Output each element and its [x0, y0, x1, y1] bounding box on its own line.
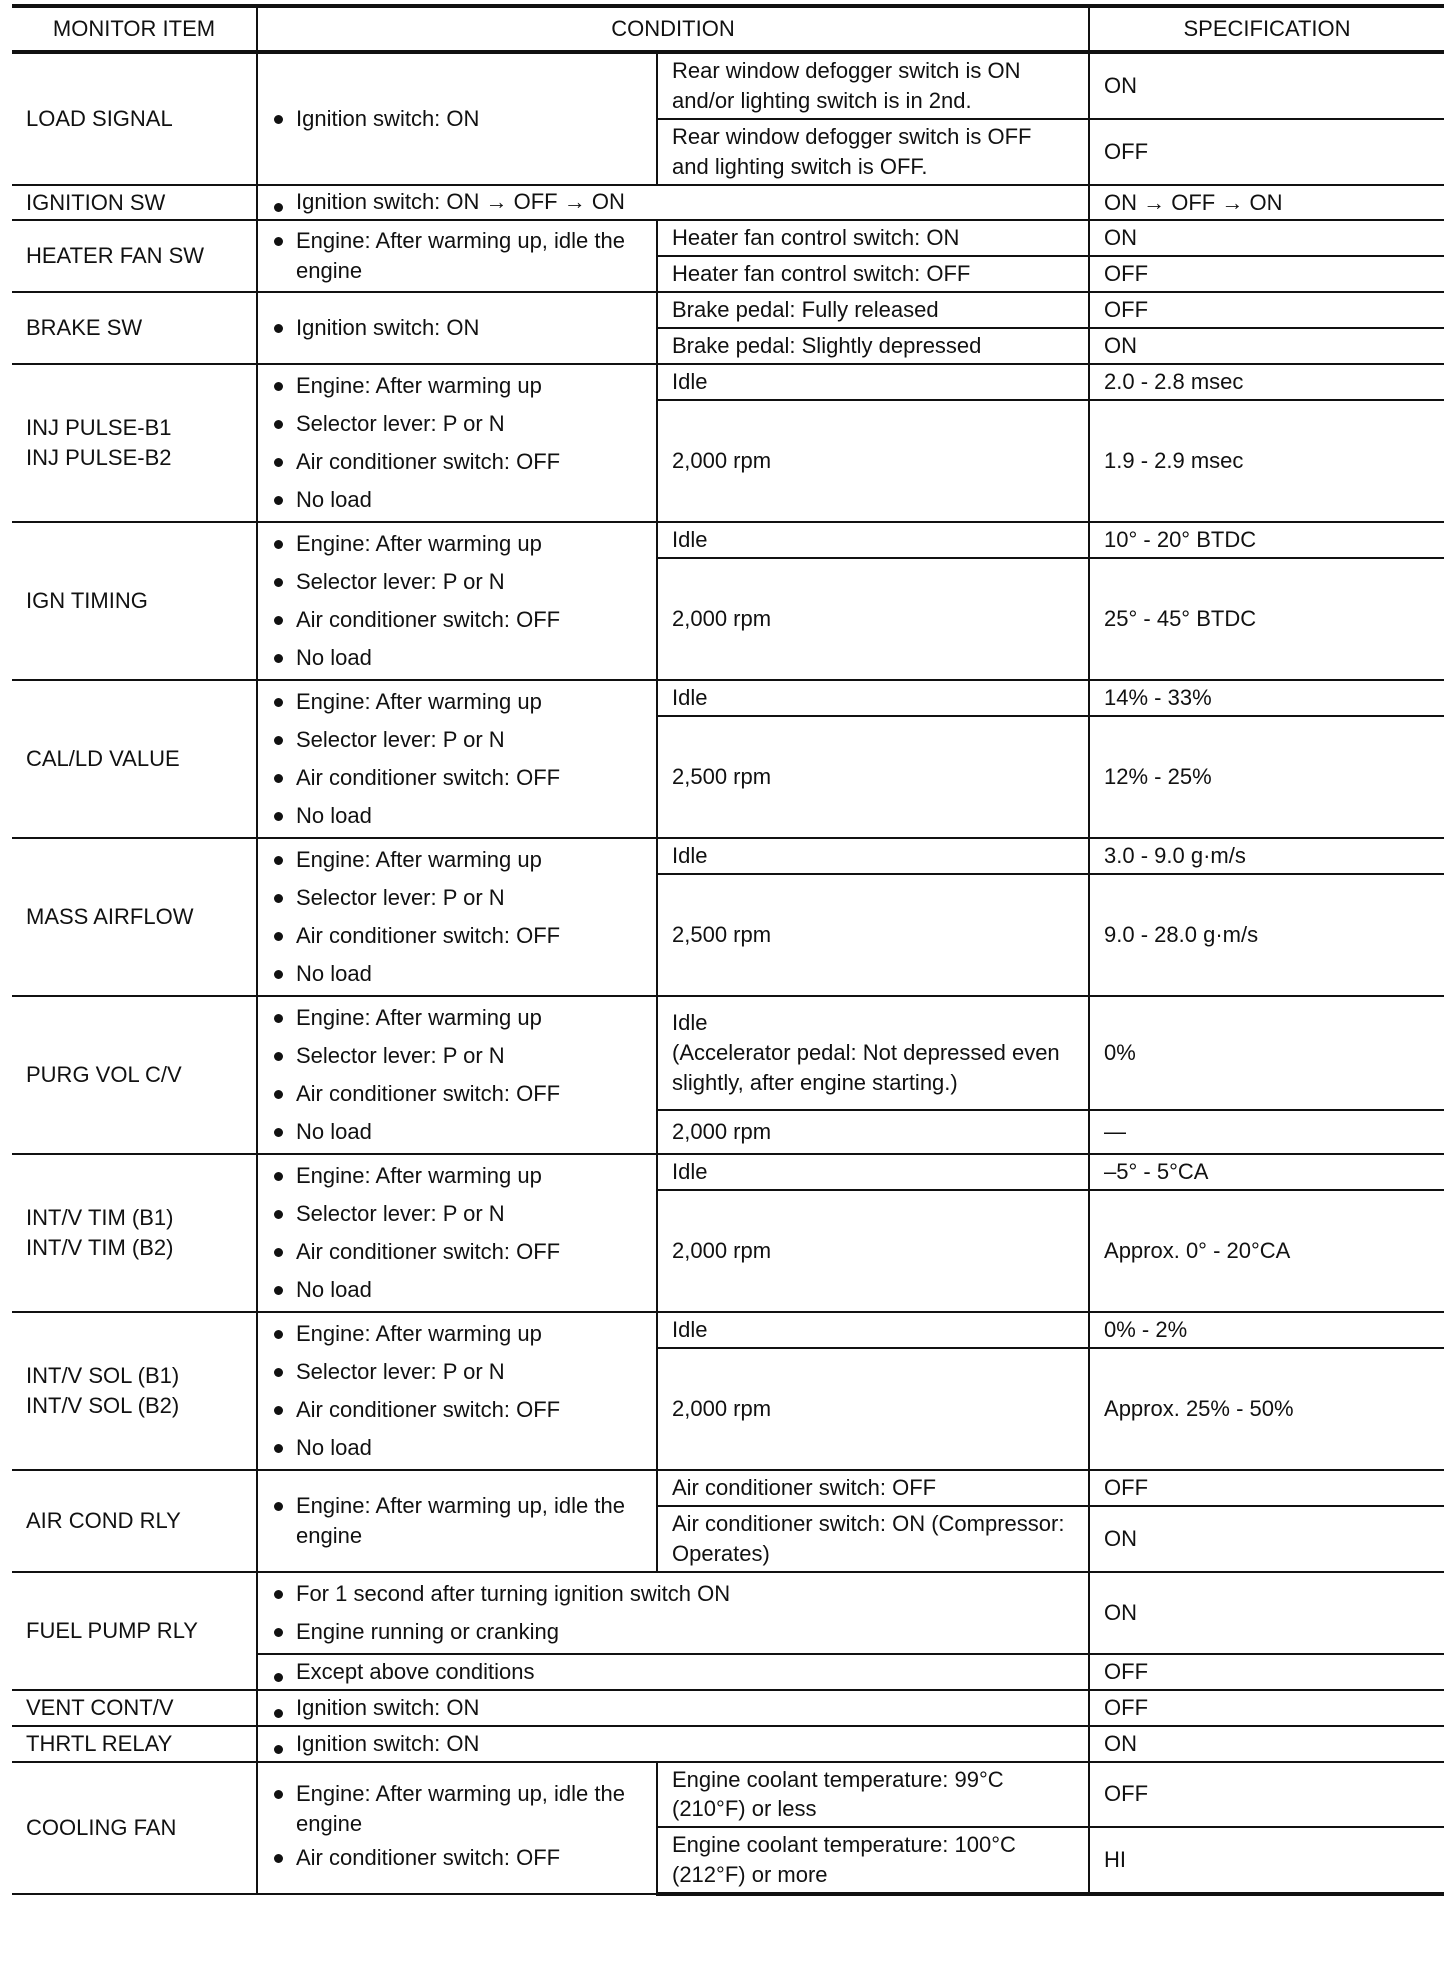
specification-cell: OFF	[1089, 119, 1444, 185]
specification-cell: ON	[1089, 1726, 1444, 1762]
sub-condition-cell: 2,000 rpm	[657, 1348, 1089, 1470]
condition-bullet: Air conditioner switch: OFF	[272, 601, 642, 639]
monitor-item-mass-airflow: MASS AIRFLOW	[12, 838, 257, 996]
condition-cell	[257, 1654, 1089, 1690]
condition-bullet: No load	[272, 639, 642, 677]
condition-cell	[257, 838, 657, 996]
table-row	[12, 364, 1444, 400]
specification-cell: 2.0 - 2.8 msec	[1089, 364, 1444, 400]
condition-bullet: Ignition switch: ON	[272, 309, 642, 347]
table-row	[12, 185, 1444, 221]
sub-condition-cell: Rear window defogger switch is OFF and lighting switch is OFF.	[657, 119, 1089, 185]
monitor-item-intv-sol	[12, 1312, 257, 1470]
table-row	[12, 1312, 1444, 1348]
sub-condition-cell: Engine coolant temperature: 100°C (212°F) or more	[657, 1827, 1089, 1894]
condition-bullet: Ignition switch: ON	[272, 1730, 1074, 1758]
specification-cell: 9.0 - 28.0 g·m/s	[1089, 874, 1444, 996]
specification-cell: ON → OFF → ON	[1089, 185, 1444, 221]
condition-bullet: For 1 second after turning ignition switch ON	[272, 1575, 1074, 1613]
monitor-item-inj-pulse-b1: INJ PULSE-B1	[26, 415, 172, 441]
table-row	[12, 1572, 1444, 1654]
condition-bullet: Air conditioner switch: OFF	[272, 917, 642, 955]
table-row	[12, 292, 1444, 328]
monitor-item-intv-tim	[12, 1154, 257, 1312]
sub-condition-cell: Idle (Accelerator pedal: Not depressed even slightly, after engine starting.)	[657, 996, 1089, 1110]
monitor-item-brake-sw: BRAKE SW	[12, 292, 257, 364]
condition-cell	[257, 1470, 657, 1572]
condition-cell	[257, 292, 657, 364]
condition-bullet: Engine: After warming up	[272, 367, 642, 405]
monitor-item-purg-vol: PURG VOL C/V	[12, 996, 257, 1154]
specification-cell: OFF	[1089, 1470, 1444, 1506]
condition-bullet: No load	[272, 481, 642, 519]
table-row	[12, 1690, 1444, 1726]
monitor-spec-table	[12, 4, 1444, 1896]
specification-cell: 0%	[1089, 996, 1444, 1110]
condition-cell	[257, 522, 657, 680]
condition-cell	[257, 1726, 1089, 1762]
condition-bullet: Selector lever: P or N	[272, 721, 642, 759]
sub-condition-cell: 2,000 rpm	[657, 558, 1089, 680]
specification-cell: Approx. 0° - 20°CA	[1089, 1190, 1444, 1312]
sub-condition-cell: Air conditioner switch: ON (Compressor: Operates)	[657, 1506, 1089, 1572]
specification-cell: –5° - 5°CA	[1089, 1154, 1444, 1190]
condition-bullet: Engine: After warming up, idle the engine	[272, 1491, 642, 1551]
sub-condition-cell: Idle	[657, 1154, 1089, 1190]
specification-cell: 25° - 45° BTDC	[1089, 558, 1444, 680]
monitor-item-cooling-fan: COOLING FAN	[12, 1762, 257, 1895]
condition-cell	[257, 1154, 657, 1312]
table-row	[12, 838, 1444, 874]
specification-cell: ON	[1089, 1506, 1444, 1572]
condition-bullet: Selector lever: P or N	[272, 405, 642, 443]
monitor-item-intv-sol-b2: INT/V SOL (B2)	[26, 1393, 180, 1419]
condition-bullet: Except above conditions	[272, 1658, 1074, 1686]
condition-bullet: Engine: After warming up, idle the engine	[272, 1779, 642, 1839]
monitor-item-fuel-pump-rly: FUEL PUMP RLY	[12, 1572, 257, 1690]
condition-bullet: Air conditioner switch: OFF	[272, 1839, 642, 1877]
condition-bullet: Air conditioner switch: OFF	[272, 1075, 642, 1113]
specification-cell: 14% - 33%	[1089, 680, 1444, 716]
sub-condition-cell: 2,500 rpm	[657, 874, 1089, 996]
condition-bullet: Selector lever: P or N	[272, 1037, 642, 1075]
table-row	[12, 1154, 1444, 1190]
sub-condition-cell: 2,000 rpm	[657, 1110, 1089, 1154]
specification-cell: OFF	[1089, 1654, 1444, 1690]
table-row	[12, 1470, 1444, 1506]
sub-condition-cell: Brake pedal: Fully released	[657, 292, 1089, 328]
specification-cell: HI	[1089, 1827, 1444, 1894]
condition-bullet: Engine: After warming up	[272, 683, 642, 721]
condition-bullet: Air conditioner switch: OFF	[272, 759, 642, 797]
sub-condition-cell: Idle	[657, 1312, 1089, 1348]
condition-cell	[257, 220, 657, 292]
table-row	[12, 996, 1444, 1110]
condition-cell	[257, 1572, 1089, 1654]
condition-bullet: Selector lever: P or N	[272, 563, 642, 601]
monitor-item-air-cond-rly: AIR COND RLY	[12, 1470, 257, 1572]
table-row	[12, 680, 1444, 716]
monitor-item-heater-fan-sw: HEATER FAN SW	[12, 220, 257, 292]
sub-condition-cell: Heater fan control switch: ON	[657, 220, 1089, 256]
condition-bullet: No load	[272, 1113, 642, 1151]
specification-cell: ON	[1089, 220, 1444, 256]
condition-cell	[257, 185, 1089, 221]
condition-cell	[257, 680, 657, 838]
specification-cell: OFF	[1089, 1762, 1444, 1828]
specification-cell: Approx. 25% - 50%	[1089, 1348, 1444, 1470]
condition-bullet: Selector lever: P or N	[272, 1353, 642, 1391]
condition-bullet: Engine running or cranking	[272, 1613, 1074, 1651]
sub-condition-cell: Engine coolant temperature: 99°C (210°F) or less	[657, 1762, 1089, 1828]
table-row	[12, 220, 1444, 256]
condition-bullet: Ignition switch: ON	[272, 100, 642, 138]
sub-condition-cell: 2,000 rpm	[657, 1190, 1089, 1312]
condition-bullet: Selector lever: P or N	[272, 1195, 642, 1233]
sub-condition-cell: Air conditioner switch: OFF	[657, 1470, 1089, 1506]
header-row	[12, 6, 1444, 52]
table-row	[12, 522, 1444, 558]
monitor-item-vent-cont: VENT CONT/V	[12, 1690, 257, 1726]
condition-cell	[257, 996, 657, 1154]
specification-cell: ON	[1089, 52, 1444, 119]
monitor-item-cal-ld-value: CAL/LD VALUE	[12, 680, 257, 838]
specification-cell: 3.0 - 9.0 g·m/s	[1089, 838, 1444, 874]
specification-cell: OFF	[1089, 1690, 1444, 1726]
condition-bullet: Engine: After warming up	[272, 1315, 642, 1353]
specification-cell: ON	[1089, 328, 1444, 364]
header-specification: SPECIFICATION	[1089, 6, 1444, 52]
specification-cell: 12% - 25%	[1089, 716, 1444, 838]
condition-bullet: No load	[272, 1271, 642, 1309]
sub-condition-cell: Brake pedal: Slightly depressed	[657, 328, 1089, 364]
header-monitor-item: MONITOR ITEM	[12, 6, 257, 52]
monitor-item-inj-pulse	[12, 364, 257, 522]
condition-bullet: Engine: After warming up	[272, 841, 642, 879]
monitor-item-intv-sol-b1: INT/V SOL (B1)	[26, 1363, 180, 1389]
condition-bullet: Engine: After warming up	[272, 999, 642, 1037]
condition-bullet: No load	[272, 1429, 642, 1467]
sub-condition-cell: 2,000 rpm	[657, 400, 1089, 522]
table-row	[12, 1726, 1444, 1762]
specification-cell: OFF	[1089, 256, 1444, 292]
header-condition: CONDITION	[257, 6, 1089, 52]
condition-bullet: Engine: After warming up	[272, 1157, 642, 1195]
condition-bullet: Air conditioner switch: OFF	[272, 1233, 642, 1271]
condition-bullet: Engine: After warming up	[272, 525, 642, 563]
monitor-item-ignition-sw: IGNITION SW	[12, 185, 257, 221]
condition-bullet: Engine: After warming up, idle the engine	[272, 226, 642, 286]
monitor-item-thrtl-relay: THRTL RELAY	[12, 1726, 257, 1762]
condition-bullet: Air conditioner switch: OFF	[272, 443, 642, 481]
condition-bullet: Ignition switch: ON → OFF → ON	[272, 188, 1074, 216]
specification-cell: 10° - 20° BTDC	[1089, 522, 1444, 558]
condition-bullet: Selector lever: P or N	[272, 879, 642, 917]
sub-condition-cell: Idle	[657, 522, 1089, 558]
monitor-item-inj-pulse-b2: INJ PULSE-B2	[26, 445, 172, 471]
table-row	[12, 52, 1444, 119]
sub-condition-cell: 2,500 rpm	[657, 716, 1089, 838]
sub-condition-cell: Rear window defogger switch is ON and/or lighting switch is in 2nd.	[657, 52, 1089, 119]
monitor-item-load-signal: LOAD SIGNAL	[12, 52, 257, 185]
sub-condition-cell: Idle	[657, 364, 1089, 400]
sub-condition-cell: Heater fan control switch: OFF	[657, 256, 1089, 292]
condition-bullet: No load	[272, 797, 642, 835]
condition-bullet: Ignition switch: ON	[272, 1694, 1074, 1722]
sub-condition-cell: Idle	[657, 680, 1089, 716]
table-row	[12, 1762, 1444, 1828]
condition-cell	[257, 1762, 657, 1895]
specification-cell: 0% - 2%	[1089, 1312, 1444, 1348]
specification-cell: ON	[1089, 1572, 1444, 1654]
condition-cell	[257, 364, 657, 522]
condition-cell	[257, 52, 657, 185]
monitor-item-intv-tim-b2: INT/V TIM (B2)	[26, 1235, 174, 1261]
monitor-item-intv-tim-b1: INT/V TIM (B1)	[26, 1205, 174, 1231]
specification-cell: OFF	[1089, 292, 1444, 328]
condition-cell	[257, 1690, 1089, 1726]
specification-cell: —	[1089, 1110, 1444, 1154]
specification-cell: 1.9 - 2.9 msec	[1089, 400, 1444, 522]
condition-bullet: Air conditioner switch: OFF	[272, 1391, 642, 1429]
condition-cell	[257, 1312, 657, 1470]
condition-bullet: No load	[272, 955, 642, 993]
monitor-item-ign-timing: IGN TIMING	[12, 522, 257, 680]
sub-condition-cell: Idle	[657, 838, 1089, 874]
